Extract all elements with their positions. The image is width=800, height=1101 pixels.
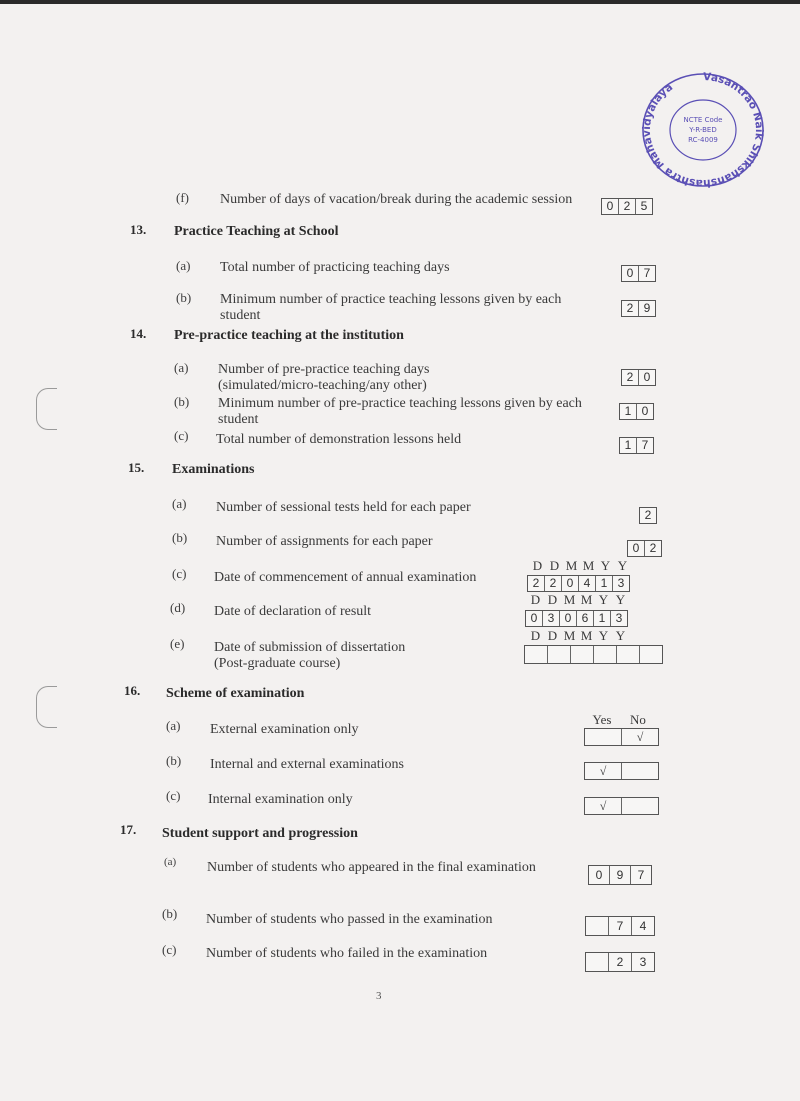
s16a-text: External examination only	[210, 722, 359, 737]
page-number: 3	[376, 990, 382, 1002]
digit-box: 0	[628, 541, 645, 556]
s13a-boxes	[621, 265, 656, 282]
s15e-boxes	[524, 645, 663, 664]
s12f-letter: (f)	[176, 190, 189, 205]
digit-box: 0	[643, 370, 651, 384]
stamp-ring-text: Vasantrao Naik Shikshanshashtra Mahavidyalaya	[640, 70, 766, 188]
s14a-letter: (a)	[174, 360, 189, 375]
digit-box: 3	[615, 611, 623, 625]
s14c-letter: (c)	[174, 428, 189, 443]
digit-box: 0	[562, 576, 579, 591]
digit-box: 7	[643, 266, 651, 280]
digit-box: 0	[641, 404, 649, 418]
s15c-boxes	[527, 575, 630, 592]
date-header-cell: M	[565, 558, 578, 573]
s14c-text: Total number of demonstration lessons held	[216, 432, 462, 447]
s15d-letter: (d)	[170, 600, 186, 615]
stamp-line-3: RC-4009	[688, 136, 718, 144]
digit-box	[594, 646, 617, 663]
s15e-text-2: (Post-graduate course)	[214, 656, 341, 671]
s14b-text: Minimum number of pre-practice teaching lessons given by each	[218, 396, 582, 411]
s15d-boxes	[525, 610, 628, 627]
digit-box: 9	[610, 866, 631, 884]
s17-title: Student support and progression	[162, 826, 358, 841]
s15d-text: Date of declaration of result	[214, 604, 372, 619]
digit-box	[617, 646, 640, 663]
digit-box	[548, 646, 571, 663]
digit-box: 2	[528, 576, 545, 591]
s14a-text-2: (simulated/micro-teaching/any other)	[218, 378, 427, 393]
s16b-letter: (b)	[166, 753, 182, 768]
s17a-letter: (a)	[164, 856, 177, 868]
date-header-cell: M	[580, 592, 593, 607]
s16c-text: Internal examination only	[208, 792, 353, 807]
digit-box: 2	[649, 541, 657, 555]
s17b-text: Number of students who passed in the examination	[206, 912, 493, 927]
date-header-cell: M	[563, 628, 576, 643]
s15c-letter: (c)	[172, 566, 187, 581]
s12f-boxes	[601, 198, 653, 215]
s15b-text: Number of assignments for each paper	[216, 534, 433, 549]
digit-box	[586, 953, 609, 971]
digit-box: 7	[641, 438, 649, 452]
s17a-text: Number of students who appeared in the final examination	[207, 860, 536, 875]
s14-title: Pre-practice teaching at the institution	[174, 328, 404, 343]
s13b-text-2: student	[220, 308, 261, 323]
yes-box: √	[585, 763, 622, 779]
s17c-boxes	[585, 952, 655, 972]
s13a-text: Total number of practicing teaching days	[220, 260, 450, 275]
digit-box: 1	[594, 611, 611, 626]
s15d-date-header	[527, 592, 629, 608]
digit-box: 5	[640, 199, 648, 213]
punch-hole-2	[36, 686, 57, 728]
yes-no-header	[584, 712, 656, 728]
date-header-cell: D	[532, 558, 543, 573]
s15e-letter: (e)	[170, 636, 185, 651]
s16a-letter: (a)	[166, 718, 181, 733]
s15b-boxes	[627, 540, 662, 557]
digit-box: 7	[637, 868, 645, 882]
date-header-cell: M	[582, 558, 595, 573]
digit-box: 1	[596, 576, 613, 591]
yes-box: √	[585, 798, 622, 814]
date-header-cell: D	[547, 628, 558, 643]
digit-box: 0	[622, 266, 639, 281]
top-edge-line	[0, 0, 800, 4]
institution-stamp	[640, 70, 766, 188]
s17a-boxes	[588, 865, 652, 885]
date-header-cell: M	[580, 628, 593, 643]
digit-box: 2	[622, 301, 639, 316]
digit-box: 4	[579, 576, 596, 591]
s13a-letter: (a)	[176, 258, 191, 273]
s13-title: Practice Teaching at School	[174, 224, 339, 239]
digit-box: 6	[577, 611, 594, 626]
s14b-text-2: student	[218, 412, 259, 427]
s16c-yes-no-boxes	[584, 797, 659, 815]
date-header-cell: M	[563, 592, 576, 607]
s13b-boxes	[621, 300, 656, 317]
digit-box: 3	[617, 576, 625, 590]
digit-box	[586, 917, 609, 935]
digit-box: 2	[644, 508, 652, 522]
s15b-letter: (b)	[172, 530, 188, 545]
s14a-text: Number of pre-practice teaching days	[218, 362, 430, 377]
digit-box: 3	[639, 955, 647, 969]
s16c-letter: (c)	[166, 788, 181, 803]
s16b-yes-no-boxes	[584, 762, 659, 780]
s17b-letter: (b)	[162, 906, 178, 921]
s15c-date-header	[529, 558, 631, 574]
s17c-text: Number of students who failed in the examination	[206, 946, 488, 961]
s16-number: 16.	[124, 683, 141, 698]
s14c-boxes	[619, 437, 654, 454]
s15c-text: Date of commencement of annual examination	[214, 570, 477, 585]
date-header-cell: Y	[598, 628, 609, 643]
digit-box: 4	[639, 919, 647, 933]
stamp-line-2: Y-R-BED	[689, 126, 717, 134]
s14b-boxes	[619, 403, 654, 420]
s16a-yes-no-boxes	[584, 728, 659, 746]
s15-number: 15.	[128, 460, 145, 475]
digit-box: 0	[589, 866, 610, 884]
digit-box: 1	[620, 438, 637, 453]
digit-box	[640, 646, 662, 663]
no-label: No	[630, 712, 646, 727]
s14-number: 14.	[130, 326, 147, 341]
no-box	[622, 798, 658, 814]
s13b-text: Minimum number of practice teaching lessons given by each	[220, 292, 562, 307]
s15a-text: Number of sessional tests held for each paper	[216, 500, 471, 515]
no-box: √	[636, 730, 644, 744]
date-header-cell: Y	[598, 592, 609, 607]
digit-box: 2	[619, 199, 636, 214]
digit-box: 0	[602, 199, 619, 214]
s15-title: Examinations	[172, 462, 255, 477]
date-header-cell: Y	[615, 592, 626, 607]
digit-box: 0	[526, 611, 543, 626]
digit-box: 2	[622, 370, 639, 385]
s15e-date-header	[527, 628, 629, 644]
s13-number: 13.	[130, 222, 147, 237]
stamp-line-1: NCTE Code	[683, 116, 723, 124]
date-header-cell: Y	[615, 628, 626, 643]
s12f-text: Number of days of vacation/break during the academic session	[220, 192, 573, 207]
digit-box: 2	[545, 576, 562, 591]
digit-box: 7	[609, 917, 632, 935]
s13b-letter: (b)	[176, 290, 192, 305]
digit-box: 0	[560, 611, 577, 626]
punch-hole-1	[36, 388, 57, 430]
date-header-cell: D	[549, 558, 560, 573]
digit-box: 2	[609, 953, 632, 971]
date-header-cell: Y	[600, 558, 611, 573]
s16-title: Scheme of examination	[166, 686, 305, 701]
s17c-letter: (c)	[162, 942, 177, 957]
s14a-boxes	[621, 369, 656, 386]
s16b-text: Internal and external examinations	[210, 757, 404, 772]
digit-box	[525, 646, 548, 663]
date-header-cell: D	[530, 592, 541, 607]
digit-box: 3	[543, 611, 560, 626]
yes-box	[585, 729, 622, 745]
s14b-letter: (b)	[174, 394, 190, 409]
no-box	[622, 763, 658, 779]
s15a-boxes	[639, 507, 657, 524]
s15a-letter: (a)	[172, 496, 187, 511]
yes-label: Yes	[592, 712, 612, 727]
s17b-boxes	[585, 916, 655, 936]
digit-box	[571, 646, 594, 663]
date-header-cell: D	[547, 592, 558, 607]
date-header-cell: Y	[617, 558, 628, 573]
s17-number: 17.	[120, 822, 137, 837]
s15e-text: Date of submission of dissertation	[214, 640, 406, 655]
date-header-cell: D	[530, 628, 541, 643]
digit-box: 1	[620, 404, 637, 419]
digit-box: 9	[643, 301, 651, 315]
